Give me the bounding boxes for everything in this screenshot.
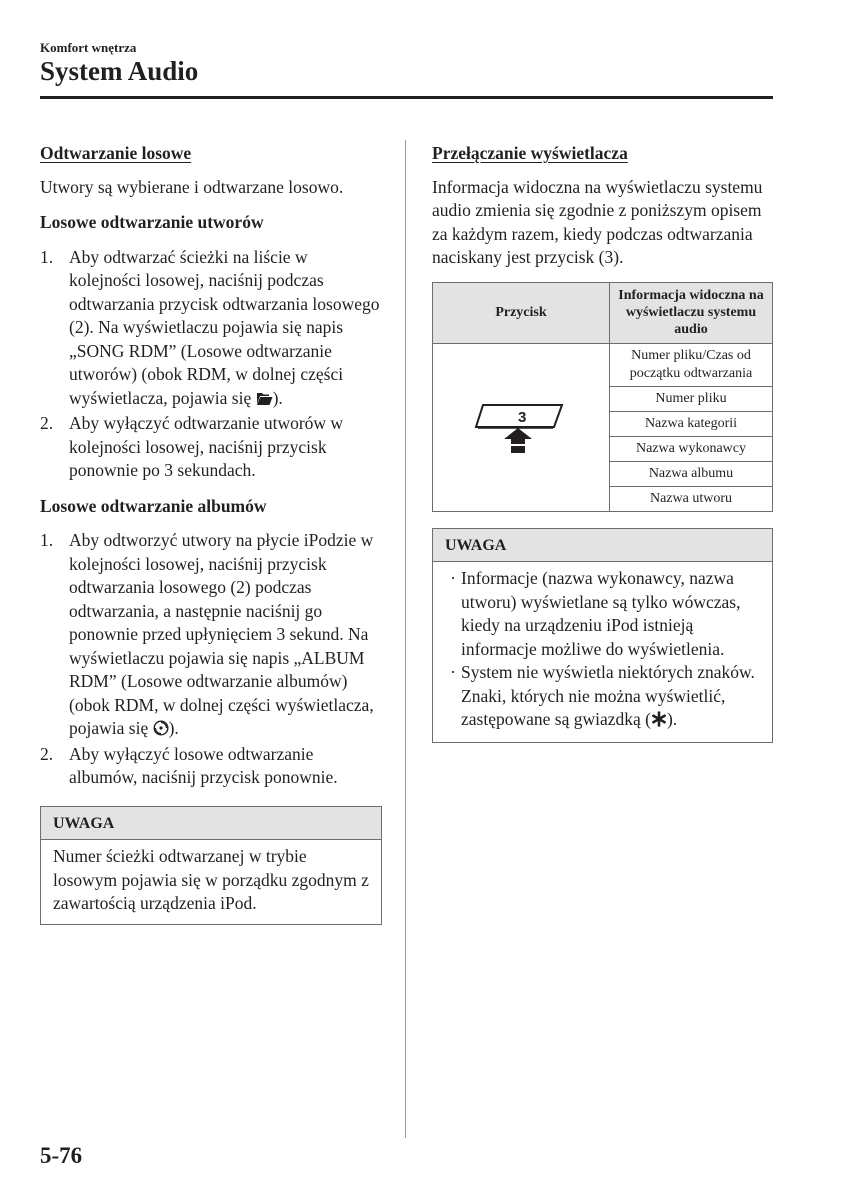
random-albums-subhead: Losowe odtwarzanie albumów — [40, 495, 267, 516]
table-header-row — [433, 282, 773, 343]
display-info-table — [432, 282, 773, 512]
step-text: Aby odtworzyć utwory na płycie iPodzie w kolejności losowej, naciśnij przycisk odtwarzania losowego (2) podczas odtwarzania, a następnie naciśnij go ponownie przed upłynięciem 3 sekund. Na wyświetlaczu pojawia się napis „ALBUM RDM” (Losowe odtwarzanie albumów) (obok RDM, w dolnej części wyświetlacza, pojawia się ). — [69, 529, 382, 743]
list-item — [40, 412, 382, 483]
note-box — [432, 528, 773, 743]
bullet-dot: · — [450, 568, 456, 588]
table-cell: Numer pliku/Czas od początku odtwarzania — [610, 343, 773, 386]
step-number: 2. — [40, 413, 54, 433]
button-number-label: 3 — [518, 409, 527, 426]
page-title: System Audio — [40, 56, 199, 86]
step-text: Aby wyłączyć losowe odtwarzanie albumów, naciśnij przycisk ponownie. — [69, 743, 338, 787]
table-header-button: Przycisk — [433, 282, 610, 343]
display-switch-heading: Przełączanie wyświetlacza — [432, 143, 628, 163]
note-box — [40, 806, 382, 925]
up-arrow-button-icon — [474, 397, 568, 457]
note-bullets — [445, 567, 760, 734]
note-title: UWAGA — [433, 529, 772, 563]
table-cell: Nazwa kategorii — [610, 411, 773, 436]
random-albums-steps — [40, 529, 382, 790]
note-text: Numer ścieżki odtwarzanej w trybie losowym pojawia się w porządku zgodnym z zawartością urządzenia iPod. — [53, 846, 369, 913]
bullet-dot: · — [450, 662, 456, 682]
random-playback-heading: Odtwarzanie losowe — [40, 143, 192, 163]
page-number: 5-76 — [40, 1143, 83, 1168]
button-cell — [433, 343, 610, 511]
step-number: 1. — [40, 246, 54, 267]
step-number: 1. — [40, 530, 54, 550]
list-item — [445, 567, 760, 661]
list-item — [40, 529, 382, 743]
folder-icon — [256, 389, 273, 413]
list-item — [445, 661, 760, 734]
list-item — [40, 743, 382, 790]
random-playback-intro: Utwory są wybierane i odtwarzane losowo. — [40, 176, 344, 197]
note-title: UWAGA — [41, 807, 381, 841]
section-label: Komfort wnętrza — [40, 40, 137, 55]
title-rule — [40, 96, 773, 99]
table-cell: Nazwa albumu — [610, 461, 773, 486]
step-text: Aby wyłączyć odtwarzanie utworów w kolejności losowej, naciśnij przycisk ponownie po 3 sekundach. — [69, 413, 344, 480]
album-disc-icon — [153, 719, 169, 743]
step-number: 2. — [40, 743, 54, 764]
right-column — [432, 142, 773, 743]
random-tracks-subhead: Losowe odtwarzanie utworów — [40, 212, 264, 232]
asterisk-icon — [651, 710, 667, 734]
bullet-text: Informacje (nazwa wykonawcy, nazwa utworu) wyświetlane są tylko wówczas, kiedy na urządzeniu iPod istnieją informacje możliwe do wyświetlenia. — [461, 568, 741, 659]
table-cell: Numer pliku — [610, 386, 773, 411]
display-switch-intro: Informacja widoczna na wyświetlaczu systemu audio zmienia się zgodnie z poniższym opisem za każdym razem, kiedy podczas odtwarzania naciskany jest przycisk (3). — [432, 176, 763, 267]
table-cell: Nazwa wykonawcy — [610, 436, 773, 461]
table-cell: Nazwa utworu — [610, 486, 773, 511]
left-column — [40, 142, 382, 925]
step-text: Aby odtwarzać ścieżki na liście w kolejności losowej, naciśnij podczas odtwarzania przycisk odtwarzania losowego (2). Na wyświetlaczu pojawia się napis „SONG RDM” (Losowe odtwarzanie utworów) (obok RDM, w dolnej części wyświetlacza, pojawia się ). — [69, 246, 382, 413]
list-item — [40, 246, 382, 413]
note-body — [433, 562, 772, 742]
table-header-info: Informacja widoczna na wyświetlaczu systemu audio — [610, 282, 773, 343]
column-divider — [405, 140, 406, 1138]
random-tracks-steps — [40, 246, 382, 483]
bullet-text: System nie wyświetla niektórych znaków. Znaki, których nie można wyświetlić, zastępowane są gwiazdką ( ). — [461, 661, 760, 734]
table-row — [433, 343, 773, 386]
